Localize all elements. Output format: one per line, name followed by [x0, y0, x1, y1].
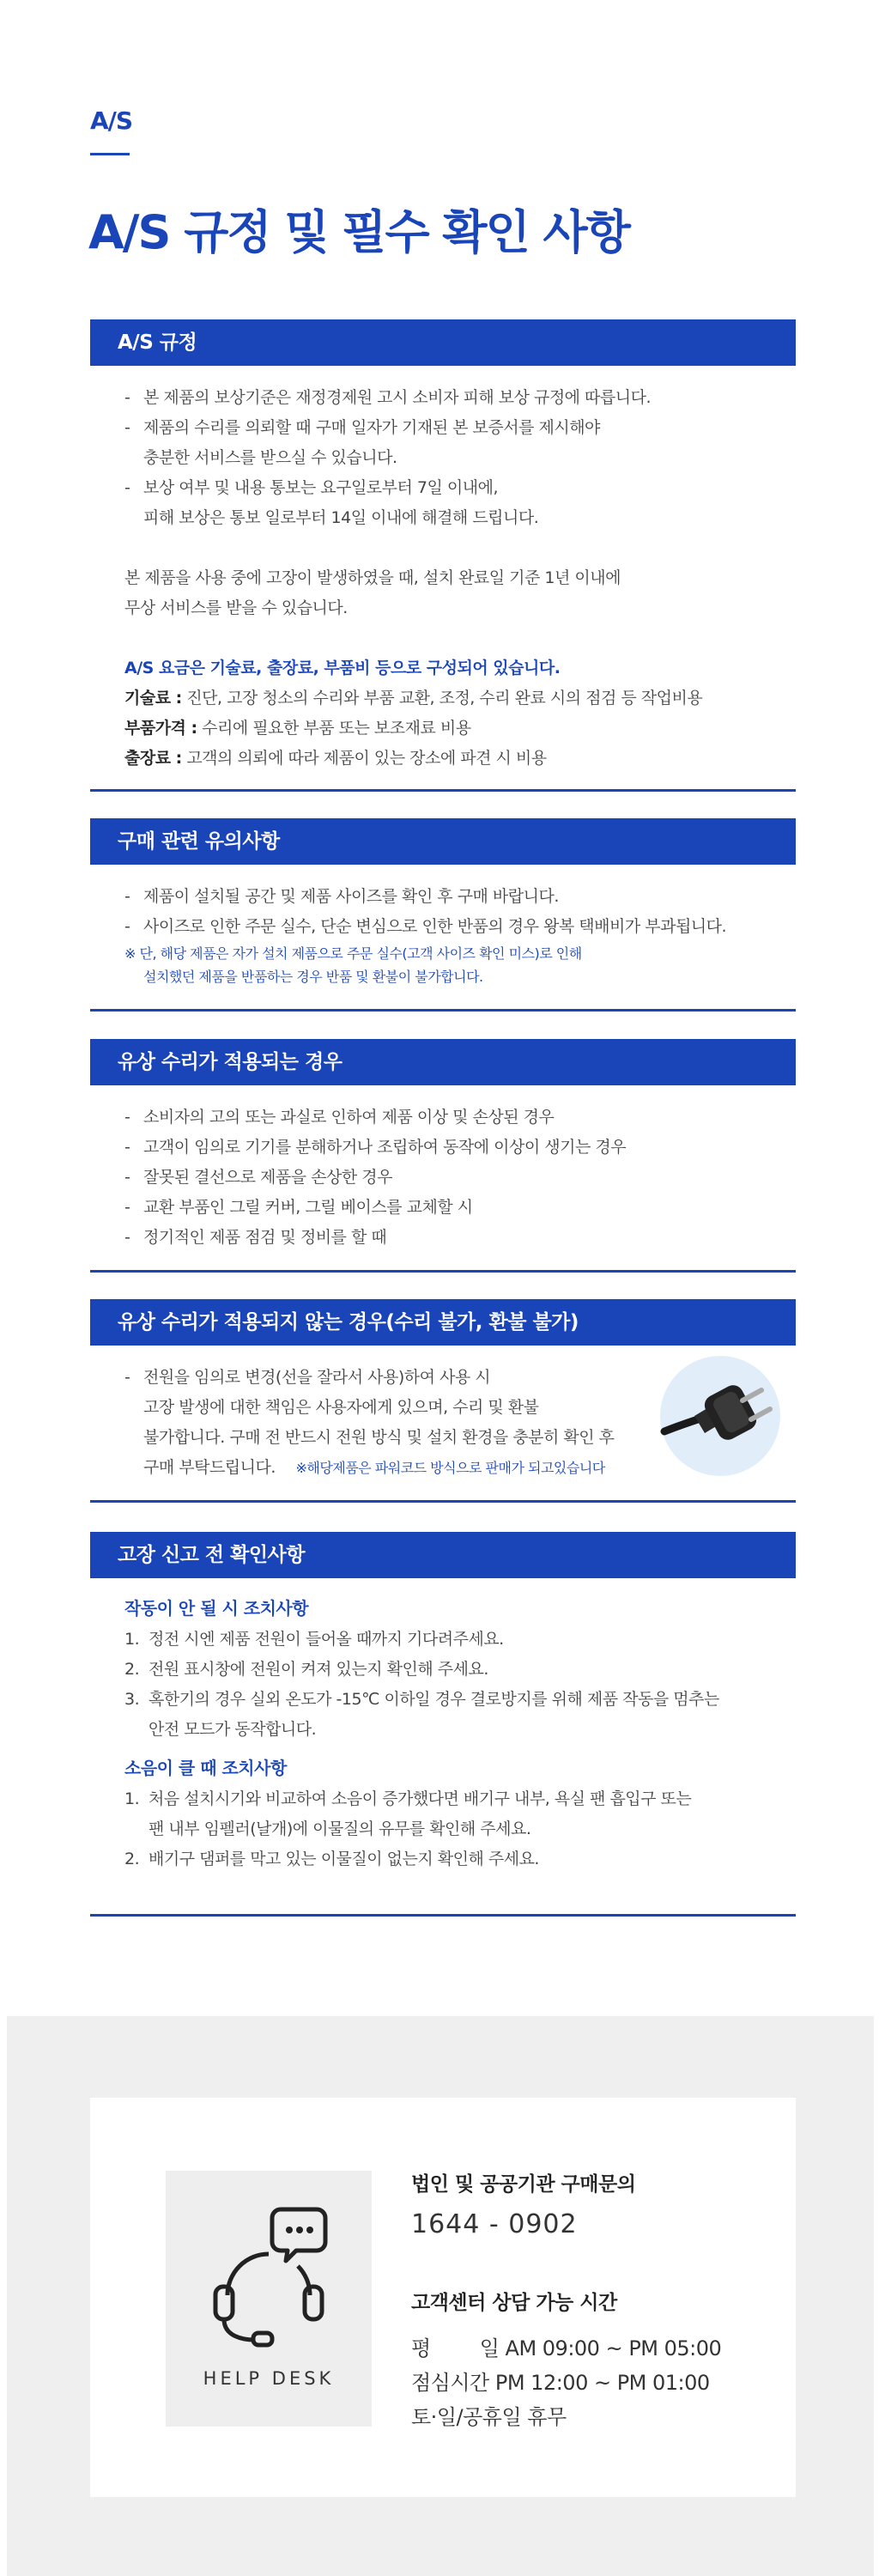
hours-title: 고객센터 상담 가능 시간: [411, 2292, 617, 2314]
paid-repair-item: - 정기적인 제품 점검 및 정비를 할 때: [124, 1223, 796, 1253]
lunch-hours: 점심시간 PM 12:00 ~ PM 01:00: [411, 2371, 710, 2395]
headset-chat-icon: [209, 2201, 329, 2355]
not-working-item: 3. 혹한기의 경우 실외 온도가 -15℃ 이하일 경우 결로방지를 위해 제품 작동을 멈추는 안전 모드가 동작합니다.: [124, 1690, 719, 1739]
power-plug-icon: [660, 1356, 780, 1476]
paid-repair-item: - 잘못된 결선으로 제품을 손상한 경우: [124, 1163, 796, 1193]
fee-row-tech: [124, 683, 796, 714]
purchase-section: [90, 818, 796, 1012]
no-repair-text-cont: 불가합니다. 구매 전 반드시 전원 방식 및 설치 환경을 충분히 확인 후: [143, 1428, 615, 1447]
purchase-note: [124, 942, 796, 988]
purchase-item: - 제품이 설치될 공간 및 제품 사이즈를 확인 후 구매 바랍니다.: [124, 882, 796, 912]
as-rules-heading: A/S 규정: [90, 319, 796, 366]
weekday-hours: 평 일 AM 09:00 ~ PM 05:00: [411, 2336, 722, 2360]
purchase-note-line: ※ 단, 해당 제품은 자가 설치 제품으로 주문 실수(고객 사이즈 확인 미스)로 인해: [124, 945, 582, 962]
noise-subheading: 소음이 클 때 조치사항: [124, 1758, 287, 1778]
not-working-item: 2. 전원 표시창에 전원이 켜져 있는지 확인해 주세요.: [124, 1660, 488, 1679]
fee-label: 기술료 :: [124, 689, 182, 708]
help-desk-label: HELP DESK: [203, 2368, 335, 2389]
as-rule-item: - 본 제품의 보상기준은 재정경제원 고시 소비자 피해 보상 규정에 따릅니다.: [124, 383, 796, 413]
purchase-item: - 사이즈로 인한 주문 실수, 단순 변심으로 인한 반품의 경우 왕복 택배비가 부과됩니다.: [124, 912, 796, 942]
contact-card: [90, 2098, 796, 2497]
no-repair-text: - 전원을 임의로 변경(선을 잘라서 사용)하여 사용 시: [124, 1363, 796, 1393]
no-repair-heading: 유상 수리가 적용되지 않는 경우(수리 불가, 환불 불가): [90, 1299, 796, 1346]
as-rule-item: - 제품의 수리를 의뢰할 때 구매 일자가 기재된 본 보증서를 제시해야: [124, 413, 796, 443]
as-rule-item-cont: 충분한 서비스를 받으실 수 있습니다.: [143, 448, 397, 467]
not-working-item: 1. 정전 시엔 제품 전원이 들어올 때까지 기다려주세요.: [124, 1630, 504, 1649]
help-desk-box: [166, 2171, 372, 2427]
paid-repair-item: - 교환 부품인 그릴 커버, 그릴 베이스를 교체할 시: [124, 1193, 796, 1223]
paid-repair-section: [90, 1039, 796, 1273]
no-repair-text-cont: 고장 발생에 대한 책임은 사용자에게 있으며, 수리 및 환불: [143, 1398, 539, 1417]
as-rule-item-cont: 피해 보상은 통보 일로부터 14일 이내에 해결해 드립니다.: [143, 508, 539, 527]
purchase-heading: 구매 관련 유의사항: [90, 818, 796, 865]
fee-row-parts: [124, 714, 796, 744]
phone-number[interactable]: 1644 - 0902: [411, 2209, 578, 2239]
as-rules-section: [90, 319, 796, 792]
power-cord-note: ※해당제품은 파워코드 방식으로 판매가 되고있습니다: [295, 1460, 605, 1476]
section-eyebrow: A/S: [90, 106, 133, 135]
no-repair-text-last: 구매 부탁드립니다.: [143, 1458, 276, 1477]
paid-repair-heading: 유상 수리가 적용되는 경우: [90, 1039, 796, 1085]
purchase-note-line: 설치했던 제품을 반품하는 경우 반품 및 환불이 불가합니다.: [143, 969, 483, 985]
corp-inquiry-title: 법인 및 공공기관 구매문의: [411, 2173, 636, 2196]
paid-repair-item: - 고객이 임의로 기기를 분해하거나 조립하여 동작에 이상이 생기는 경우: [124, 1133, 796, 1163]
pre-report-section: [90, 1532, 796, 1917]
fee-text: 수리에 필요한 부품 또는 보조재료 비용: [197, 719, 471, 738]
fee-label: 출장료 :: [124, 749, 182, 768]
fee-text: 고객의 의뢰에 따라 제품이 있는 장소에 파견 시 비용: [181, 749, 547, 768]
fee-row-trip: [124, 744, 796, 774]
eyebrow-divider: [90, 153, 130, 155]
noise-item: 2. 배기구 댐퍼를 막고 있는 이물질이 없는지 확인해 주세요.: [124, 1850, 539, 1868]
free-service-text: 본 제품을 사용 중에 고장이 발생하였을 때, 설치 완료일 기준 1년 이내에: [124, 568, 621, 587]
holiday-closed: 토·일/공휴일 휴무: [411, 2405, 567, 2429]
fee-label: 부품가격 :: [124, 719, 197, 738]
pre-report-heading: 고장 신고 전 확인사항: [90, 1532, 796, 1578]
as-rule-item: - 보상 여부 및 내용 통보는 요구일로부터 7일 이내에,: [124, 473, 796, 503]
noise-item: 1. 처음 설치시기와 비교하여 소음이 증가했다면 배기구 내부, 욕실 팬 흡입구 또는 팬 내부 임펠러(날개)에 이물질의 유무를 확인해 주세요.: [124, 1789, 692, 1838]
page-title: A/S 규정 및 필수 확인 사항: [88, 205, 629, 259]
fee-text: 진단, 고장 청소의 수리와 부품 교환, 조정, 수리 완료 시의 점검 등 작업비용: [181, 689, 703, 708]
no-repair-section: [90, 1299, 796, 1503]
free-service-text: 무상 서비스를 받을 수 있습니다.: [124, 598, 348, 617]
not-working-subheading: 작동이 안 될 시 조치사항: [124, 1598, 309, 1619]
paid-repair-item: - 소비자의 고의 또는 과실로 인하여 제품 이상 및 손상된 경우: [124, 1103, 796, 1133]
fee-title: A/S 요금은 기술료, 출장료, 부품비 등으로 구성되어 있습니다.: [124, 659, 561, 677]
